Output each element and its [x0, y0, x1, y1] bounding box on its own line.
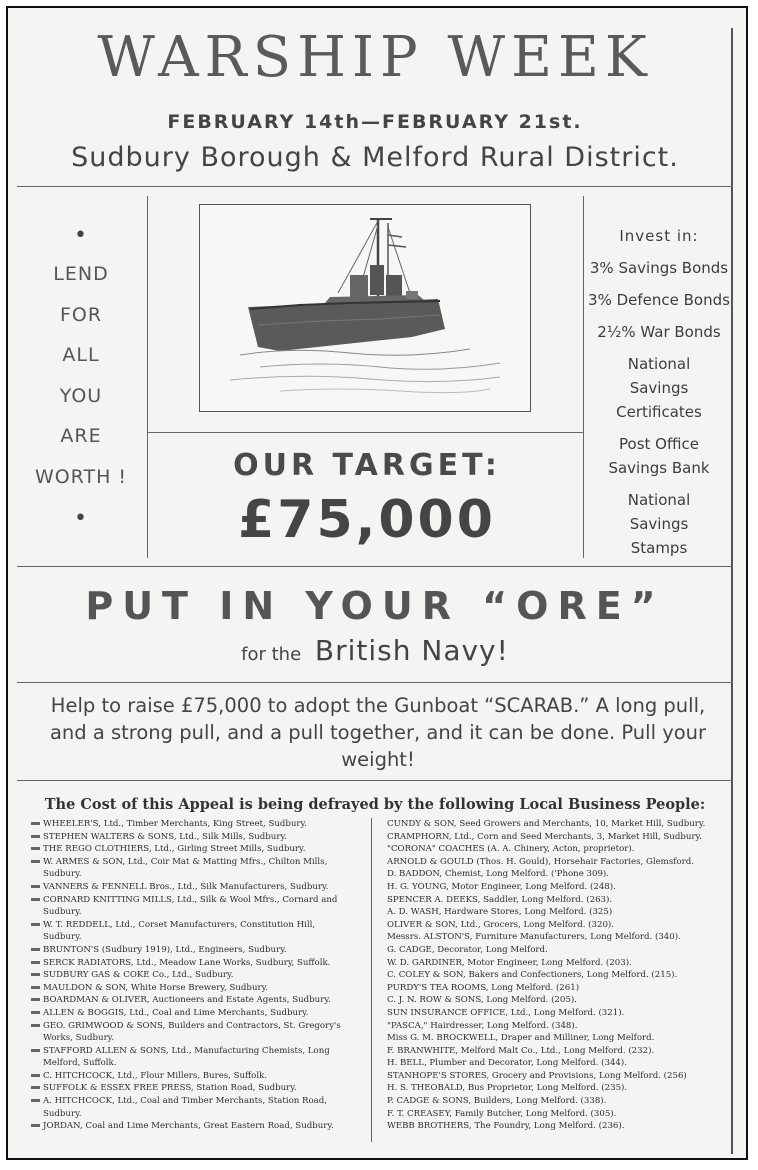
slogan-line: LEND [53, 263, 109, 285]
sponsor-text: P. CADGE & SONS, Builders, Long Melford. (338). [387, 1096, 607, 1107]
slogan-line: ARE [60, 425, 102, 447]
bullet-dot: • [74, 223, 88, 248]
sponsor-text: W. ARMES & SON, Ltd., Coir Mat & Matting Mfrs., Chilton Mills, Sudbury. [43, 856, 328, 880]
sponsor-entry [387, 931, 729, 944]
sponsor-text: JORDAN, Coal and Lime Merchants, Great Eastern Road, Sudbury. [43, 1121, 334, 1132]
sponsor-text: A. HITCHCOCK, Ltd., Coal and Timber Merchants, Station Road, Sudbury. [43, 1096, 328, 1119]
sponsor-text: C. COLEY & SON, Bakers and Confectioners, Long Melford. (215). [387, 970, 678, 981]
column-divider [371, 818, 372, 1142]
sponsor-text: Messrs. ALSTON'S, Furniture Manufacturers, Long Melford. (340). [387, 932, 681, 943]
invest-list [585, 224, 733, 568]
sponsor-text: SUFFOLK & ESSEX FREE PRESS, Station Road, Sudbury. [43, 1083, 297, 1094]
bullet-dot: • [74, 506, 88, 531]
sponsor-entry [387, 1032, 729, 1045]
sponsor-entry [387, 919, 729, 932]
entry-marker [31, 860, 40, 863]
slogan-line: YOU [59, 384, 103, 407]
sponsors-left-column [31, 818, 351, 1133]
sponsor-entry [31, 1082, 351, 1095]
sponsor-text: ARNOLD & GOULD (Thos. H. Gould), Horsehair Factories, Glemsford. [387, 856, 694, 867]
entry-marker [31, 1024, 40, 1027]
sponsor-text: SUN INSURANCE OFFICE, Ltd., Long Melford. (321). [387, 1007, 625, 1018]
sponsor-entry [31, 818, 351, 831]
sponsor-text: BOARDMAN & OLIVER, Auctioneers and Estate Agents, Sudbury. [43, 995, 331, 1006]
sponsor-text: CORNARD KNITTING MILLS, Ltd., Silk & Wool Mfrs., Cornard and Sudbury. [43, 894, 338, 918]
gunboat-illustration [199, 204, 531, 412]
sponsor-entry [387, 969, 729, 982]
ship-picture [200, 205, 529, 410]
entry-marker [31, 898, 40, 901]
entry-marker [31, 986, 40, 989]
district-name: Sudbury Borough & Melford Rural District. [71, 142, 679, 173]
sponsor-entry [31, 1045, 351, 1070]
divider [17, 186, 733, 187]
sponsor-text: D. BADDON, Chemist, Long Melford. ('Phone 309). [387, 869, 610, 880]
sponsor-text: C. HITCHCOCK, Ltd., Flour Millers, Bures, Suffolk. [43, 1070, 268, 1081]
sponsor-text: VANNERS & FENNELL Bros., Ltd., Silk Manufacturers, Sudbury. [43, 881, 329, 892]
entry-marker [31, 1124, 40, 1127]
sponsor-entry [387, 843, 729, 856]
entry-marker [31, 1086, 40, 1089]
sponsor-text: STANHOPE'S STORES, Grocery and Provisions, Long Melford. (256) [387, 1070, 687, 1081]
sponsor-text: W. T. REDDELL, Ltd., Corset Manufacturers, Constitution Hill, Sudbury. [43, 919, 316, 943]
sponsor-entry [31, 1020, 351, 1045]
sponsor-text: CRAMPHORN, Ltd., Corn and Seed Merchants, 3, Market Hill, Sudbury. [387, 831, 702, 842]
target-amount: £75,000 [238, 490, 496, 550]
sponsor-text: WEBB BROTHERS, The Foundry, Long Melford. (236). [387, 1121, 625, 1132]
entry-marker [31, 885, 40, 888]
entry-marker [31, 948, 40, 951]
sponsor-entry [387, 1007, 729, 1020]
sponsor-entry [31, 843, 351, 856]
sponsor-text: H. G. YOUNG, Motor Engineer, Long Melford. (248). [387, 881, 616, 892]
sponsor-entry [387, 1070, 729, 1083]
divider [17, 780, 733, 781]
invest-heading: Invest in: [619, 227, 699, 245]
sponsor-entry [387, 1120, 729, 1133]
sponsor-text: F. T. CREASEY, Family Butcher, Long Melford. (305). [387, 1108, 617, 1119]
sponsor-entry [387, 982, 729, 995]
lend-slogan [17, 218, 145, 541]
sponsor-entry [387, 1020, 729, 1033]
sponsor-entry [31, 1095, 351, 1120]
sponsor-text: "CORONA" COACHES (A. A. Chinery, Acton, proprietor). [387, 844, 635, 855]
entry-marker [31, 847, 40, 850]
event-dates: FEBRUARY 14th—FEBRUARY 21st. [167, 111, 583, 133]
sponsor-entry [31, 994, 351, 1007]
entry-marker [31, 1099, 40, 1102]
sponsor-entry [387, 831, 729, 844]
sponsor-entry [31, 894, 351, 919]
sponsor-entry [31, 969, 351, 982]
sponsor-text: MAULDON & SON, White Horse Brewery, Sudbury. [43, 982, 269, 993]
sponsor-entry [387, 906, 729, 919]
subheadline-main: British Navy! [314, 634, 509, 667]
sponsor-entry [31, 1070, 351, 1083]
sponsor-entry [31, 881, 351, 894]
sponsor-text: WHEELER'S, Ltd., Timber Merchants, King Street, Sudbury. [43, 819, 307, 829]
sponsor-entry [31, 957, 351, 970]
sponsor-entry [31, 1007, 351, 1020]
sponsor-text: SPENCER A. DEEKS, Saddler, Long Melford. (263). [387, 894, 613, 905]
divider [17, 566, 733, 567]
entry-marker [31, 822, 40, 825]
sponsor-entry [31, 944, 351, 957]
poster-title: WARSHIP WEEK [97, 25, 653, 90]
slogan-line: FOR [59, 303, 103, 326]
sponsors-heading: The Cost of this Appeal is being defrayed by the following Local Business People: [44, 796, 706, 813]
sponsor-entry [387, 1082, 729, 1095]
sponsor-entry [31, 1120, 351, 1133]
sponsor-text: F. BRANWHITE, Melford Malt Co., Ltd., Long Melford. (232). [387, 1045, 655, 1056]
subheadline [17, 634, 733, 667]
sponsor-entry [387, 1095, 729, 1108]
sponsor-text: A. D. WASH, Hardware Stores, Long Melford. (325) [387, 907, 613, 918]
sponsor-text: ALLEN & BOGGIS, Ltd., Coal and Lime Merchants, Sudbury. [43, 1007, 309, 1018]
sponsor-text: SERCK RADIATORS, Ltd., Meadow Lane Works, Sudbury, Suffolk. [43, 957, 331, 968]
headline: PUT IN YOUR “ORE” [85, 584, 665, 628]
sponsor-text: H. BELL, Plumber and Decorator, Long Melford. (344). [387, 1058, 627, 1069]
invest-item: National Savings Stamps [627, 491, 691, 557]
invest-item: 3% Savings Bonds [589, 259, 729, 277]
entry-marker [31, 1074, 40, 1077]
poster-frame [6, 6, 748, 1160]
sponsor-text: THE REGO CLOTHIERS, Ltd., Girling Street Mills, Sudbury. [43, 844, 306, 855]
appeal-text: Help to raise £75,000 to adopt the Gunboat “SCARAB.” A long pull, and a strong pull, and a pull together, and it can be done. Pull your weight! [49, 694, 707, 771]
sponsor-entry [387, 1045, 729, 1058]
slogan-line: ALL [62, 344, 100, 366]
invest-item: National Savings Certificates [616, 355, 702, 421]
sponsor-entry [31, 919, 351, 944]
entry-marker [31, 1011, 40, 1014]
sponsor-entry [387, 856, 729, 869]
invest-item: 2½% War Bonds [597, 323, 721, 341]
entry-marker [31, 1049, 40, 1052]
sponsor-text: SUDBURY GAS & COKE Co., Ltd., Sudbury. [43, 970, 234, 981]
sponsor-text: OLIVER & SON, Ltd., Grocers, Long Melford. (320). [387, 919, 615, 930]
entry-marker [31, 998, 40, 1001]
sponsor-text: STAFFORD ALLEN & SONS, Ltd., Manufacturing Chemists, Long Melford, Suffolk. [43, 1045, 330, 1069]
entry-marker [31, 835, 40, 838]
sponsor-entry [387, 868, 729, 881]
sponsor-text: W. D. GARDINER, Motor Engineer, Long Melford. (203). [387, 957, 632, 968]
sponsor-text: Miss G. M. BROCKWELL, Draper and Milliner, Long Melford. [387, 1033, 655, 1044]
sponsor-entry [387, 1108, 729, 1121]
sponsor-text: H. S. THEOBALD, Bus Proprietor, Long Melford. (235). [387, 1083, 628, 1094]
sponsor-entry [31, 856, 351, 881]
invest-item: 3% Defence Bonds [588, 291, 730, 309]
sponsor-entry [387, 957, 729, 970]
sponsor-text: "PASCA," Hairdresser, Long Melford. (348). [387, 1020, 578, 1031]
divider [147, 432, 583, 433]
sponsor-text: G. CADGE, Decorator, Long Melford. [387, 944, 548, 955]
sponsor-entry [387, 881, 729, 894]
subheadline-prefix: for the [241, 644, 302, 665]
entry-marker [31, 961, 40, 964]
sponsor-text: C. J. N. ROW & SONS, Long Melford. (205). [387, 995, 577, 1006]
sponsor-entry [387, 994, 729, 1007]
sponsor-text: GEO. GRIMWOOD & SONS, Builders and Contractors, St. Gregory's Works, Sudbury. [43, 1020, 341, 1044]
sponsor-text: PURDY'S TEA ROOMS, Long Melford. (261) [387, 982, 580, 993]
target-label: OUR TARGET: [233, 448, 501, 483]
sponsor-entry [387, 894, 729, 907]
sponsor-entry [31, 831, 351, 844]
sponsor-entry [31, 982, 351, 995]
entry-marker [31, 973, 40, 976]
divider [17, 682, 733, 683]
sponsor-entry [387, 1057, 729, 1070]
sponsors-right-column [387, 818, 729, 1133]
poster [17, 25, 733, 1154]
sponsor-text: BRUNTON'S (Sudbury 1919), Ltd., Engineers, Sudbury. [43, 944, 287, 955]
entry-marker [31, 923, 40, 926]
sponsor-entry [387, 944, 729, 957]
sponsor-text: CUNDY & SON, Seed Growers and Merchants, 10, Market Hill, Sudbury. [387, 819, 706, 829]
invest-item: Post Office Savings Bank [608, 435, 710, 477]
slogan-line: WORTH ! [34, 465, 128, 488]
sponsor-text: STEPHEN WALTERS & SONS, Ltd., Silk Mills, Sudbury. [43, 831, 287, 842]
sponsor-entry [387, 818, 729, 831]
